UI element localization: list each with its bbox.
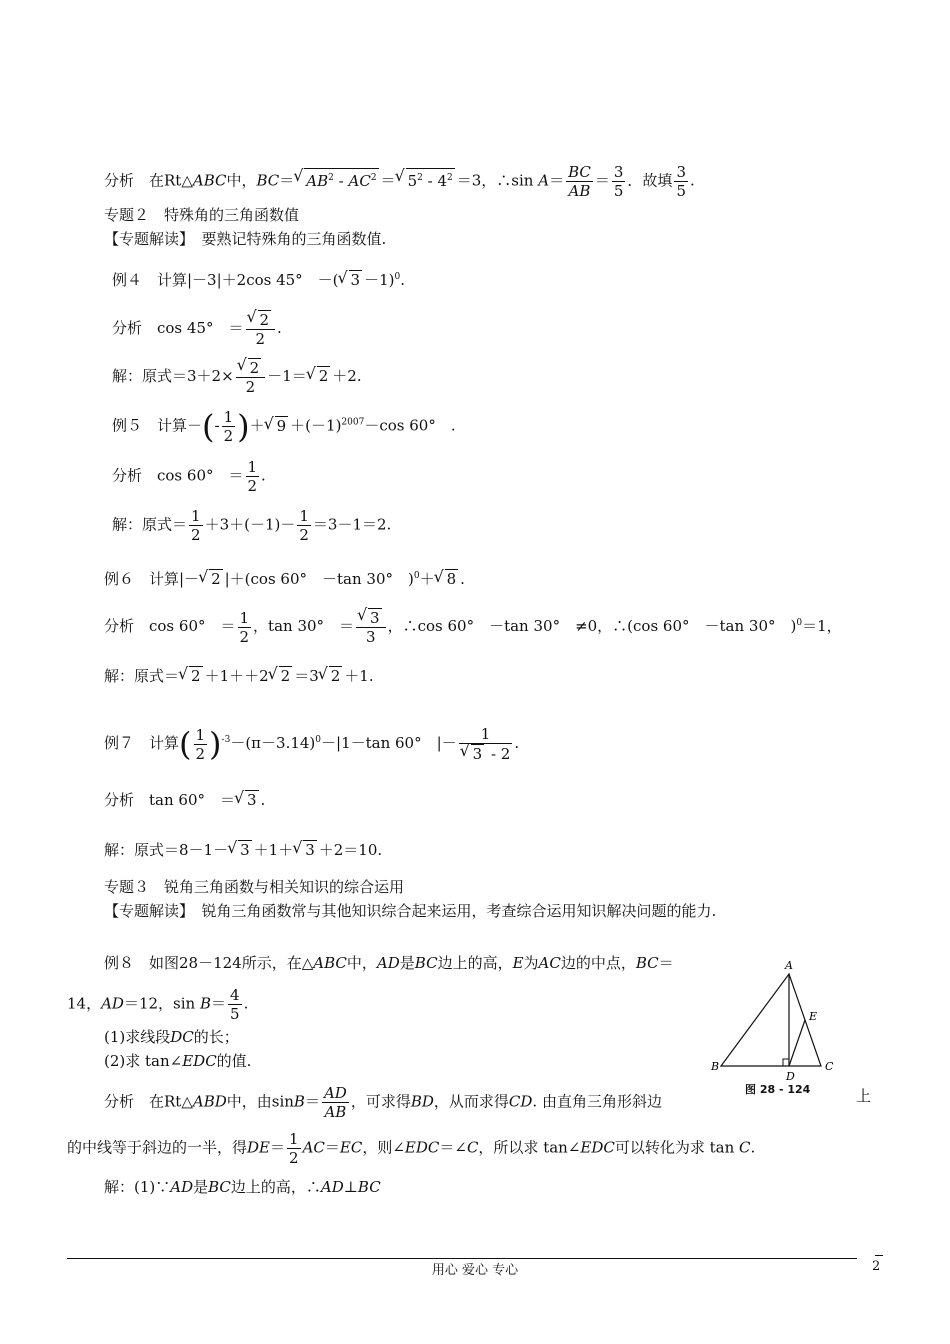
solution-5: 解：原式＝ $\frac{1}{2}$ ＋3＋(－1)－ $\frac{1}{2}$ ＝3－1＝2.: [112, 507, 392, 544]
fraction-3-5: $\frac{3}{5}$: [613, 163, 624, 200]
sqrt-5-4: √ $5^2 - 4^2$: [396, 168, 455, 191]
solution-4: 解：原式＝3＋2× √ $\frac{2}{2}$ －1＝√ 2 ＋2.: [112, 358, 362, 396]
solution-6: 解：原式＝√ 2 ＋1＋＋2√ 2 ＝3√ 2 ＋1.: [104, 666, 374, 686]
solution-8: 解：(1)∵AD是BC边上的高，∴AD⊥BC: [104, 1178, 381, 1196]
page-number: 2: [872, 1259, 881, 1274]
label-c: C: [825, 1060, 834, 1073]
topic-3-heading: 专题３ 锐角三角函数与相关知识的综合运用: [104, 878, 405, 896]
footer-text: 用心 爱心 专心: [431, 1263, 519, 1278]
triangle-figure: [707, 958, 837, 1098]
example-4: 例４ 计算|－3|＋2cos 45° －(√ 3 －1)$^0$.: [112, 267, 405, 290]
analysis-7: 分析 tan 60° ＝√ 3 .: [104, 790, 265, 810]
question-2: (2)求 tan∠EDC的值.: [104, 1052, 252, 1070]
sqrt-ab-ac: √ $AB^2 - AC^2$: [294, 168, 378, 191]
analysis-8-line-2: 的中线等于斜边的一半，得DE＝ $\frac{1}{2}$ AC＝EC，则∠EDC＝∠C，所以求 tan∠EDC可以转化为求 tan C.: [67, 1130, 756, 1167]
fraction-3-5-answer: $\frac{3}{5}$: [676, 163, 686, 200]
question-1: (1)求线段DC的长；: [104, 1028, 239, 1046]
right-angle-mark: [783, 1059, 789, 1066]
analysis-6: 分析 cos 60° ＝ $\frac{1}{2}$ ，tan 30° ＝ √ $\frac{3}{3}$ ，∴cos 60° －tan 30° ≠0，∴(cos 60° －tan 30° )$^0$＝1，: [104, 608, 842, 646]
analysis-8-end: 上: [856, 1087, 872, 1105]
triangle-abc: [721, 974, 821, 1066]
topic-3-reading: 【专题解读】 锐角三角函数常与其他知识综合起来运用，考查综合运用知识解决问题的能力.: [104, 902, 717, 920]
example-5: 例５ 计算－(- $\frac{1}{2}$ )＋√ $9 +(-1)^{2007}-\cos$ 60° .: [112, 408, 456, 445]
label-e: E: [809, 1010, 818, 1023]
example-7: 例７ 计算( $\frac{1}{2}$ )$^{-3}-(\pi-3.14)^0-|1-\tan$ 60° |－ 1 √ 3 - 2 .: [104, 725, 519, 763]
fraction-bc-ab: $\frac{BC}{AB}$: [568, 163, 591, 200]
example-8-line-2: 14，AD＝12，sin B＝ $\frac{4}{5}$ .: [67, 986, 249, 1023]
page-number-bar: [875, 1255, 883, 1256]
analysis-line-1: 分析 在Rt△ABC中，BC＝√ $AB^2 - AC^2$ ＝√ $5^2 - 4^2 =3$，∴sin A＝ $\frac{BC}{AB}$ ＝ $\frac{3}{5}$ ．故填 $\frac{3}{5}$ .: [104, 163, 695, 200]
example-6: 例６ 计算|－√ 2 |＋(cos 60° －tan 30° )$^0$＋√ 8 .: [104, 566, 465, 589]
analysis-5: 分析 cos 60° ＝ $\frac{1}{2}$ .: [112, 458, 266, 495]
label-d: D: [786, 1070, 795, 1083]
topic-2-heading: 专题２ 特殊角的三角函数值: [104, 206, 300, 224]
label-b: B: [711, 1060, 720, 1073]
analysis-8-line-1: 分析 在Rt△ABD中，由sinB＝ $\frac{AD}{AB}$ ，可求得BD，从而求得CD. 由直角三角形斜边: [104, 1084, 662, 1121]
figure-caption: 图 28 - 124: [745, 1083, 811, 1096]
topic-2-reading: 【专题解读】 要熟记特殊角的三角函数值.: [104, 230, 387, 248]
label-a: A: [785, 959, 793, 972]
example-8-line-1: 例８ 如图28－124所示，在△ABC中，AD是BC边上的高，E为AC边的中点，BC＝: [104, 954, 674, 972]
analysis-4: 分析 cos 45° ＝ √ $\frac{2}{2}$ .: [112, 310, 282, 348]
solution-7: 解：原式＝8－1－√ 3 ＋1＋√ 3 ＋2＝10.: [104, 840, 382, 860]
median-de: [789, 1020, 805, 1066]
